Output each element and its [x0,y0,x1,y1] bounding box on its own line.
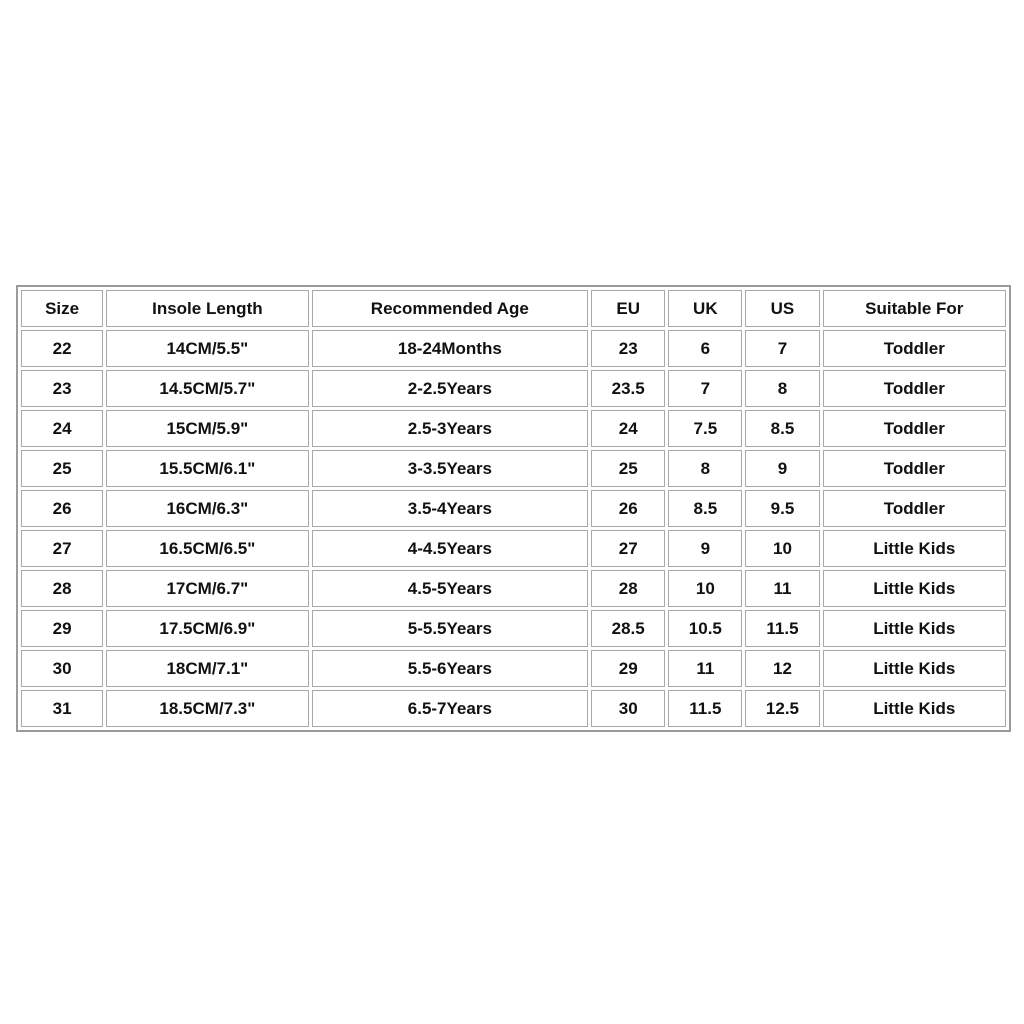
cell-recommended-age: 2.5-3Years [312,410,589,447]
cell-size: 26 [21,490,103,527]
cell-uk: 6 [668,330,742,367]
table-row [21,610,1006,647]
cell-uk: 7.5 [668,410,742,447]
cell-insole-length: 14.5CM/5.7" [106,370,308,407]
header-us: US [745,290,819,327]
table-row [21,450,1006,487]
table-row [21,490,1006,527]
header-uk: UK [668,290,742,327]
cell-suitable-for: Little Kids [823,690,1006,727]
table-row [21,530,1006,567]
cell-eu: 25 [591,450,665,487]
cell-insole-length: 16.5CM/6.5" [106,530,308,567]
cell-recommended-age: 4.5-5Years [312,570,589,607]
cell-suitable-for: Little Kids [823,650,1006,687]
cell-uk: 8.5 [668,490,742,527]
cell-recommended-age: 4-4.5Years [312,530,589,567]
cell-us: 9 [745,450,819,487]
cell-uk: 10.5 [668,610,742,647]
cell-us: 12 [745,650,819,687]
cell-suitable-for: Little Kids [823,530,1006,567]
cell-suitable-for: Toddler [823,490,1006,527]
cell-size: 31 [21,690,103,727]
cell-size: 30 [21,650,103,687]
table-row [21,410,1006,447]
cell-uk: 7 [668,370,742,407]
table-row [21,370,1006,407]
cell-uk: 11 [668,650,742,687]
cell-eu: 28.5 [591,610,665,647]
table-row [21,690,1006,727]
cell-size: 23 [21,370,103,407]
cell-insole-length: 18CM/7.1" [106,650,308,687]
cell-recommended-age: 3.5-4Years [312,490,589,527]
cell-suitable-for: Toddler [823,410,1006,447]
header-size: Size [21,290,103,327]
table-header-row [21,290,1006,327]
cell-suitable-for: Toddler [823,450,1006,487]
cell-uk: 10 [668,570,742,607]
cell-size: 27 [21,530,103,567]
cell-eu: 28 [591,570,665,607]
cell-us: 9.5 [745,490,819,527]
cell-size: 28 [21,570,103,607]
cell-eu: 23 [591,330,665,367]
cell-eu: 26 [591,490,665,527]
header-suitable-for: Suitable For [823,290,1006,327]
header-insole-length: Insole Length [106,290,308,327]
cell-us: 12.5 [745,690,819,727]
cell-insole-length: 15.5CM/6.1" [106,450,308,487]
cell-suitable-for: Toddler [823,330,1006,367]
cell-insole-length: 16CM/6.3" [106,490,308,527]
cell-us: 8.5 [745,410,819,447]
cell-suitable-for: Little Kids [823,610,1006,647]
cell-eu: 30 [591,690,665,727]
table-row [21,330,1006,367]
table-row [21,570,1006,607]
cell-recommended-age: 5.5-6Years [312,650,589,687]
cell-us: 7 [745,330,819,367]
cell-size: 25 [21,450,103,487]
cell-us: 11 [745,570,819,607]
size-chart-table [16,285,1011,732]
cell-recommended-age: 2-2.5Years [312,370,589,407]
cell-recommended-age: 3-3.5Years [312,450,589,487]
cell-size: 24 [21,410,103,447]
cell-insole-length: 17CM/6.7" [106,570,308,607]
size-chart-container [16,285,1011,732]
cell-eu: 23.5 [591,370,665,407]
header-recommended-age: Recommended Age [312,290,589,327]
cell-uk: 8 [668,450,742,487]
cell-us: 10 [745,530,819,567]
cell-insole-length: 18.5CM/7.3" [106,690,308,727]
cell-uk: 9 [668,530,742,567]
cell-suitable-for: Little Kids [823,570,1006,607]
cell-insole-length: 15CM/5.9" [106,410,308,447]
cell-recommended-age: 5-5.5Years [312,610,589,647]
cell-uk: 11.5 [668,690,742,727]
header-eu: EU [591,290,665,327]
cell-recommended-age: 18-24Months [312,330,589,367]
cell-eu: 24 [591,410,665,447]
cell-eu: 29 [591,650,665,687]
cell-us: 11.5 [745,610,819,647]
cell-size: 22 [21,330,103,367]
cell-recommended-age: 6.5-7Years [312,690,589,727]
cell-us: 8 [745,370,819,407]
table-row [21,650,1006,687]
cell-size: 29 [21,610,103,647]
cell-insole-length: 17.5CM/6.9" [106,610,308,647]
cell-insole-length: 14CM/5.5" [106,330,308,367]
cell-eu: 27 [591,530,665,567]
cell-suitable-for: Toddler [823,370,1006,407]
